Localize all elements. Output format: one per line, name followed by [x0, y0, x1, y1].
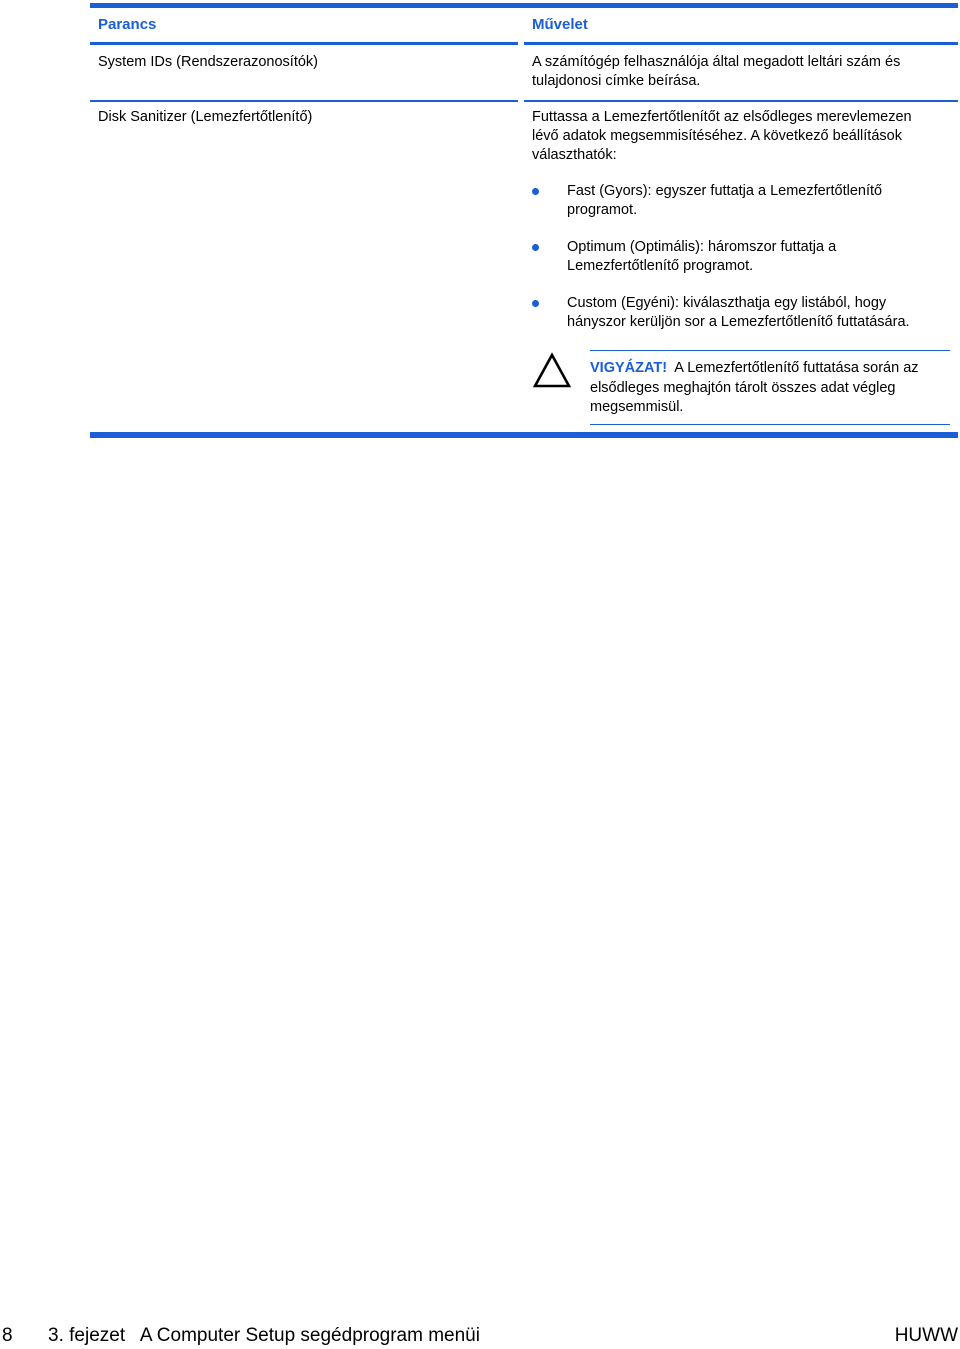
header-rule-left [90, 42, 518, 45]
row-rule-left [90, 100, 518, 102]
list-item [532, 182, 942, 220]
footer-chapter-title: 3. fejezet A Computer Setup segédprogram menüi [48, 1325, 480, 1346]
bullet-dot [532, 188, 539, 195]
table-bottom-rule [90, 432, 958, 438]
list-item-text: Fast (Gyors): egyszer futtatja a Lemezfertőtlenítő programot. [567, 183, 883, 218]
list-item [532, 238, 942, 276]
header-command: Parancs [98, 16, 157, 33]
footer-page-number: 8 [2, 1325, 13, 1346]
bullet-dot [532, 244, 539, 251]
caution-bottom-rule [590, 424, 950, 425]
list-item [532, 294, 942, 332]
caution-text: A Lemezfertőtlenítő futtatása során az elsődleges meghajtón tárolt összes adat végleg megsemmisül. [590, 360, 919, 415]
header-rule-right [524, 42, 958, 45]
caution-label: VIGYÁZAT! [590, 360, 668, 376]
row-command-system-ids: System IDs (Rendszerazonosítók) [98, 54, 318, 70]
sanitizer-options-list [532, 182, 942, 350]
row-action-system-ids: A számítógép felhasználója által megadott leltári szám és tulajdonosi címke beírása. [532, 54, 901, 89]
row-command-disk-sanitizer: Disk Sanitizer (Lemezfertőtlenítő) [98, 109, 313, 125]
header-action: Művelet [532, 16, 588, 33]
caution-note [590, 359, 952, 418]
bullet-dot [532, 300, 539, 307]
row-rule-right [524, 100, 958, 102]
row-action-disk-sanitizer: Futtassa a Lemezfertőtlenítőt az elsődleges merevlemezen lévő adatok megsemmisítéséhez. A következő beállítások választhatók: [532, 109, 912, 163]
warning-triangle-icon [533, 352, 571, 388]
table-top-rule [90, 3, 958, 8]
list-item-text: Custom (Egyéni): kiválaszthatja egy listából, hogy hányszor kerüljön sor a Lemezfertőtlenítő futtatására. [567, 295, 910, 330]
list-item-text: Optimum (Optimális): háromszor futtatja a Lemezfertőtlenítő programot. [567, 239, 837, 274]
caution-top-rule [590, 350, 950, 351]
footer-brand: HUWW [894, 1325, 958, 1346]
